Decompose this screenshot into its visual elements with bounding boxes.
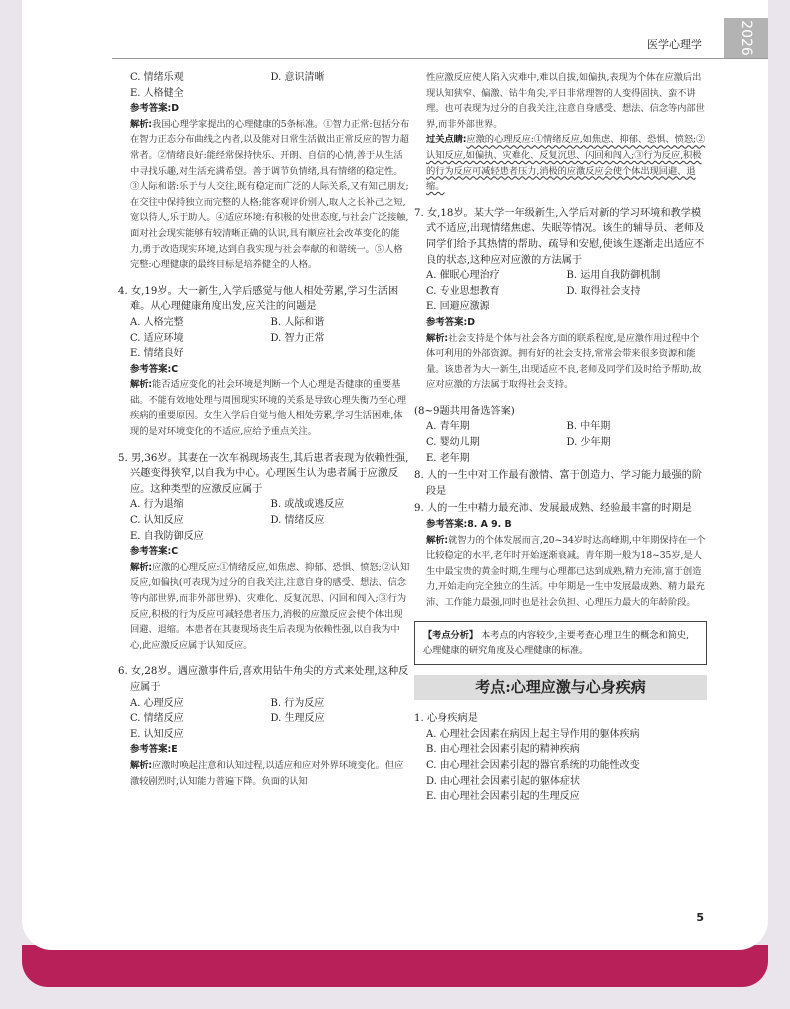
- explanation-text: 能否适应变化的社会环境是判断一个人心理是否健康的重要基础。不能有效地处理与周围现实环境的关系是导致心理失衡乃至心理疾病的重要原因。女生入学后自觉与他人相处劳累,学习生活困难,体现的是对环境变化的不适应,应给予重点关注。: [130, 379, 406, 438]
- analysis-label: 【考点分析】: [423, 629, 479, 641]
- year-label: 2026: [737, 20, 754, 56]
- q7-answer: 参考答案:D: [426, 316, 476, 328]
- option: E. 情绪良好: [130, 348, 184, 360]
- group-note: (8~9题共用备选答案): [414, 405, 515, 417]
- option: C. 专业思想教育: [426, 285, 500, 297]
- q6-explanation-cont: 性应激反应使人陷入灾难中,难以自拔,如偏执,表现为个体在应激后出现认知狭窄、偏激、钻牛角尖,平日非常理智的人变得固执、蛮不讲理。也可表现为过分的自我关注,注意自身感受、想法、信念等内部世界,而非外部世界。: [426, 72, 705, 130]
- group-options: [414, 419, 707, 466]
- option: C. 情绪乐观: [130, 72, 184, 83]
- header-title: 医学心理学: [647, 38, 702, 51]
- left-column: [118, 70, 411, 789]
- explanation-text: 应激的心理反应:①情绪反应,如焦虑、抑郁、恐惧、愤怒;②认知反应,如偏执(可表现为过分的自我关注,注意自身的感受、想法、信念等内部世界,而非外部世界)、灾难化、反复沉思、闪回和闯入;③行为反应,积极的行为反应可减轻患者压力,消极的应激反应会使个体出现回避、退缩。本患者在其妻现场丧生后表现为依赖性强,以自我为中心,此应激反应属于认知反应。: [130, 561, 410, 651]
- option: A. 催眠心理治疗: [426, 270, 500, 282]
- pass-point-label: 过关点睛:: [426, 134, 467, 146]
- q7-stem: 7. 女,18岁。某大学一年级新生,入学后对新的学习环境和教学模式不适应,出现情绪焦虑、失眠等情况。该生的辅导员、老师及同学们给予其热情的帮助、疏导和安慰,使该生逐渐走出适应不良的状态,这种应对应激的方法属于: [414, 207, 705, 266]
- explanation-label: 解析:: [130, 759, 153, 771]
- q6-options: [118, 696, 411, 743]
- option: A. 心理反应: [130, 697, 184, 709]
- option: D. 生理反应: [270, 713, 325, 725]
- option: C. 适应环境: [130, 332, 184, 344]
- page-header: [112, 18, 768, 59]
- option: B. 或战或逃反应: [270, 499, 345, 511]
- explanation-text: 就智力的个体发展而言,20~34岁时达高峰期,中年期保持在一个比较稳定的水平,老年时开始逐渐衰减。青年期一般为18~35岁,是人生中最宝贵的黄金时期,生理与心理都已达到成熟,精力充沛,富于创造力,开始走向完全独立的生活。中年期是一生中发展最成熟、精力最充沛、工作能力最强,同时也是社会负担、心理压力最大的年龄阶段。: [426, 534, 706, 608]
- explanation-label: 解析:: [426, 332, 449, 344]
- option: B. 行为反应: [270, 697, 325, 709]
- q5-answer: 参考答案:C: [130, 546, 179, 558]
- option: B. 中年期: [566, 421, 611, 433]
- q6-stem: 6. 女,28岁。遇应激事件后,喜欢用钻牛角尖的方式来处理,这种反应属于: [118, 666, 409, 693]
- q1-stem: 1. 心身疾病是: [414, 713, 478, 725]
- explanation-text: 应激时唤起注意和认知过程,以适应和应对外界环境变化。但应激较剧烈时,认知能力普遍下降。负面的认知: [130, 759, 404, 787]
- explanation-text: 我国心理学家提出的心理健康的5条标准。①智力正常:包括分布在智力正态分布曲线之内者,以及能对日常生活做出正常反应的智力超常者。②情绪良好:能经常保持快乐、开朗、自信的心情,善于从生活中寻找乐趣,对生活充满希望。善于调节负情绪,具有情绪的稳定性。③人际和谐:乐于与人交往,既有稳定而广泛的人际关系,又有知己朋友;在交往中保持独立而完整的人格;能客观评价别人,取人之长补己之短,宽以待人,乐于助人。④适应环境:有积极的处世态度,与社会广泛接触,面对社会现实能够有较清晰正确的认识,具有顺应社会改革变化的能力,勇于改造现实环境,达到自我实现与社会奉献的和谐统一。⑤人格完整:心理健康的最终目标是培养健全的人格。: [130, 118, 410, 271]
- option: B. 运用自我防御机制: [566, 270, 661, 282]
- option: C. 认知反应: [130, 515, 184, 527]
- q9-stem: 9. 人的一生中精力最充沛、发展最成熟、经验最丰富的时期是: [414, 503, 692, 515]
- option: A. 青年期: [426, 421, 470, 433]
- q3-answer: 参考答案:D: [130, 103, 180, 115]
- right-column: [414, 70, 707, 805]
- option: A. 心理社会因素在病因上起主导作用的躯体疾病: [426, 728, 640, 740]
- q89-explanation: [414, 533, 707, 611]
- q5-options: [118, 497, 411, 544]
- option: D. 由心理社会因素引起的躯体症状: [426, 775, 581, 787]
- page-number: 5: [696, 911, 704, 924]
- q6-explanation: [118, 758, 411, 789]
- analysis-text: 本考点的内容较少,主要考查心理卫生的概念和简史,心理健康的研究角度及心理健康的标准。: [423, 629, 690, 656]
- q1-options: [414, 727, 707, 805]
- q4-stem: 4. 女,19岁。大一新生,入学后感觉与他人相处劳累,学习生活困难。从心理健康角度出发,应关注的问题是: [118, 285, 399, 313]
- q6-answer: 参考答案:E: [130, 744, 178, 756]
- option: D. 情绪反应: [270, 515, 325, 527]
- option: B. 人际和谐: [270, 316, 325, 328]
- q7-options: [414, 268, 707, 315]
- explanation-text: 社会支持是个体与社会各方面的联系程度,是应激作用过程中个体可利用的外部资源。拥有好的社会支持,常常会带来很多资源和能量。该患者为大一新生,出现适应不良,老师及同学们及时给予帮助,故应对应激的方法属于取得社会支持。: [426, 332, 702, 391]
- q89-answer: 参考答案:8. A 9. B: [426, 519, 512, 531]
- analysis-box: [414, 621, 707, 665]
- q5-explanation: [118, 560, 411, 654]
- option: C. 由心理社会因素引起的器官系统的功能性改变: [426, 759, 640, 771]
- q4-explanation: [118, 377, 411, 439]
- topic-heading: 考点:心理应激与心身疾病: [414, 675, 707, 701]
- q7-explanation: [414, 331, 707, 393]
- option: D. 取得社会支持: [566, 285, 641, 297]
- option: C. 情绪反应: [130, 713, 184, 725]
- q3-options: [118, 70, 411, 101]
- option: E. 人格健全: [130, 87, 184, 99]
- option: E. 自我防御反应: [130, 530, 204, 542]
- option: E. 认知反应: [130, 728, 184, 740]
- option: D. 意识清晰: [270, 72, 325, 83]
- pass-point-text: 应激的心理反应:①情绪反应,如焦虑、抑郁、恐惧、愤怒;②认知反应,如偏执、灾难化、反复沉思、闪回和闯入;③行为反应,积极的行为反应可减轻患者压力,消极的应激反应会使个体出现回避、退缩。: [426, 134, 706, 193]
- option: C. 婴幼儿期: [426, 437, 480, 449]
- option: E. 回避应激源: [426, 301, 490, 313]
- q4-answer: 参考答案:C: [130, 363, 179, 375]
- option: E. 由心理社会因素引起的生理反应: [426, 791, 580, 803]
- bottom-band: [22, 945, 768, 987]
- q5-stem: 5. 男,36岁。其妻在一次车祸现场丧生,其后患者表现为依赖性强,兴趣变得狭窄,以自我为中心。心理医生认为患者属于应激反应。这种类型的应激反应属于: [118, 452, 409, 495]
- option: E. 老年期: [426, 452, 470, 464]
- pass-point: [414, 132, 707, 194]
- option: B. 由心理社会因素引起的精神疾病: [426, 744, 580, 756]
- option: D. 智力正常: [270, 332, 325, 344]
- explanation-label: 解析:: [426, 534, 449, 546]
- option: D. 少年期: [566, 437, 611, 449]
- q3-explanation: [118, 117, 411, 273]
- explanation-label: 解析:: [130, 561, 153, 573]
- option: A. 行为退缩: [130, 499, 184, 511]
- page: [22, 0, 768, 950]
- year-tab: [724, 18, 768, 58]
- explanation-label: 解析:: [130, 379, 153, 391]
- explanation-label: 解析:: [130, 118, 153, 130]
- q4-options: [118, 315, 411, 362]
- q8-stem: 8. 人的一生中对工作最有激情、富于创造力、学习能力最强的阶段是: [414, 470, 703, 497]
- option: A. 人格完整: [130, 316, 184, 328]
